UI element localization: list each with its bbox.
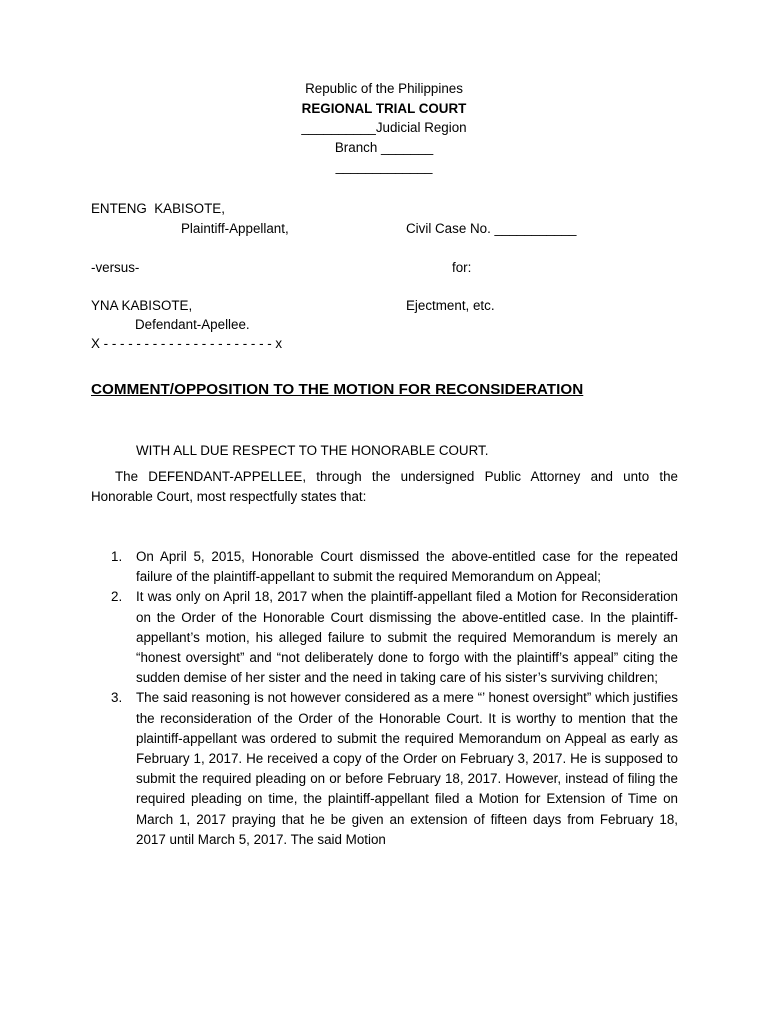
header-branch: Branch _______	[334, 139, 434, 155]
plaintiff-role: Plaintiff-Appellant,	[181, 221, 289, 236]
salutation: WITH ALL DUE RESPECT TO THE HONORABLE COURT.	[136, 443, 489, 458]
versus-label: -versus-	[91, 260, 140, 275]
defendant-role: Defendant-Apellee.	[135, 317, 250, 332]
header-blank-line: _____________	[335, 159, 433, 174]
court-header	[0, 79, 768, 177]
list-item-text: On April 5, 2015, Honorable Court dismissed the above-entitled case for the repeated failure of the plaintiff-appellant to submit the required Memorandum on Appeal;	[136, 549, 678, 585]
list-item	[91, 688, 678, 850]
for-label: for:	[452, 260, 472, 275]
intro-paragraph: The DEFENDANT-APPELLEE, through the undersigned Public Attorney and unto the Honorable Court, most respectfully states that:	[91, 469, 678, 505]
plaintiff-name: ENTENG KABISOTE,	[91, 201, 225, 216]
list-item-number: 2.	[111, 589, 123, 605]
caption-separator: X - - - - - - - - - - - - - - - - - - - - - x	[91, 336, 283, 351]
case-nature: Ejectment, etc.	[406, 298, 495, 313]
header-court-name: REGIONAL TRIAL COURT	[301, 100, 467, 116]
header-republic: Republic of the Philippines	[305, 81, 463, 96]
list-item	[91, 547, 678, 587]
civil-case-number: Civil Case No. ___________	[406, 221, 577, 236]
header-judicial-region: __________Judicial Region	[301, 120, 467, 135]
list-item-number: 1.	[111, 549, 123, 564]
list-item-text: The said reasoning is not however considered as a mere “’ honest oversight” which justifies the reconsideration of the Order of the Honorable Court. It is worthy to mention that the plaintiff-appellant was ordered to submit the required Memorandum on Appeal as early as February 1, 2017. He received a copy of the Order on February 3, 2017. He is supposed to submit the required pleading on or before February 18, 2017. However, instead of filing the required pleading on time, the plaintiff-appellant filed a Motion for Extension of Time on March 1, 2017 praying that he be given an extension of fifteen days from February 18, 2017 until March 5, 2017. The said Motion	[136, 690, 678, 847]
list-item-text: It was only on April 18, 2017 when the plaintiff-appellant filed a Motion for Reconsideration on the Order of the Honorable Court dismissing the above-entitled case. In the plaintiff-appellant’s motion, his alleged failure to submit the required Memorandum is merely an “honest oversight” and “not deliberately done to forgo with the plaintiff’s appeal” citing the sudden demise of her sister and the need in taking care of his sister’s surviving children;	[136, 589, 678, 686]
list-item	[91, 587, 678, 688]
document-title: COMMENT/OPPOSITION TO THE MOTION FOR RECONSIDERATION	[91, 381, 584, 398]
list-item-number: 3.	[111, 690, 123, 706]
defendant-name: YNA KABISOTE,	[91, 298, 193, 313]
numbered-paragraphs	[91, 547, 678, 850]
